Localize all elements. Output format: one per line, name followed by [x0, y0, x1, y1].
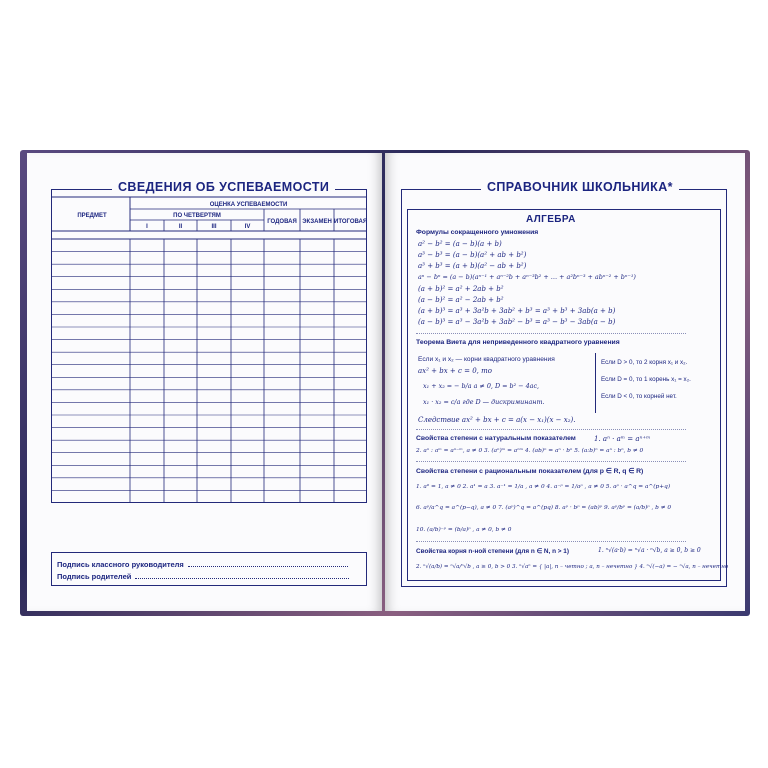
s1-line: a² − b² = (a − b)(a + b)	[418, 240, 502, 248]
s1-line: aⁿ − bⁿ = (a − b)(aⁿ⁻¹ + aⁿ⁻²b + aⁿ⁻³b² + … + a²bⁿ⁻³ + abⁿ⁻² + bⁿ⁻¹)	[418, 273, 636, 281]
header-annual: ГОДОВАЯ	[267, 219, 297, 225]
s2-left-line: Если x₁ и x₂ — корни квадратного уравнения	[418, 356, 555, 363]
s1-line: (a − b)² = a² − 2ab + b²	[418, 296, 504, 304]
s4-title: Свойства степени с рациональным показателем (для p ∈ R, q ∈ R)	[416, 468, 644, 475]
s1-line: a³ + b³ = (a + b)(a² − ab + b²)	[418, 262, 527, 270]
s4-line: 1. a⁰ = 1, a ≠ 0 2. a¹ = a 3. a⁻¹ = 1/a , a ≠ 0 4. a⁻ᵖ = 1/aᵖ , a ≠ 0 5. aᵖ · a^q = a^(p+q)	[416, 484, 671, 490]
algebra-title: АЛГЕБРА	[526, 214, 576, 225]
separator	[416, 541, 686, 542]
s2-right-line: Если D < 0, то корней нет.	[601, 393, 677, 400]
grades-title: СВЕДЕНИЯ ОБ УСПЕВАЕМОСТИ	[112, 180, 335, 194]
signature-parents	[57, 572, 349, 581]
header-subject: ПРЕДМЕТ	[77, 213, 107, 219]
separator	[416, 333, 686, 334]
left-page	[27, 153, 382, 611]
vieta-divider	[595, 353, 596, 413]
signature-teacher-label: Подпись классного руководителя	[57, 560, 184, 569]
s2-left-line: Следствие ax² + bx + c = a(x − x₁)(x − x₂).	[418, 416, 576, 424]
s2-left-line: x₁ · x₂ = c/a где D — дискриминант.	[423, 398, 545, 406]
s5-line: 2. ⁿ√(a/b) = ⁿ√a/ⁿ√b , a ≥ 0, b > 0 3. ⁿ√aⁿ = { |a|, n – четно ; a, n – нечетно } 4. ⁿ√(−a) = − ⁿ√a, n – нечетно	[416, 564, 729, 570]
right-page	[385, 153, 745, 611]
header-q1: I	[146, 224, 148, 230]
separator	[416, 429, 686, 430]
header-exam: ЭКЗАМЕН	[302, 219, 332, 225]
signature-teacher	[57, 560, 348, 569]
s1-line: (a + b)³ = a³ + 3a²b + 3ab² + b³ = a³ + b³ + 3ab(a + b)	[418, 307, 616, 315]
s1-title: Формулы сокращенного умножения	[416, 229, 539, 236]
reference-title: СПРАВОЧНИК ШКОЛЬНИКА*	[481, 180, 679, 194]
header-final: ИТОГОВАЯ	[334, 219, 368, 225]
s4-line: 6. aᵖ/a^q = a^(p−q), a ≠ 0 7. (aᵖ)^q = a^(pq) 8. aᵖ · bᵖ = (ab)ᵖ 9. aᵖ/bᵖ = (a/b)ᵖ , b ≠ 0	[416, 505, 672, 511]
header-grades: ОЦЕНКА УСПЕВАЕМОСТИ	[209, 202, 288, 208]
s3-line: 2. aⁿ : aᵐ = aⁿ⁻ᵐ, a ≠ 0 3. (aⁿ)ᵐ = aⁿᵐ 4. (ab)ⁿ = aⁿ · bⁿ 5. (a:b)ⁿ = aⁿ : bⁿ, b ≠ 0	[416, 448, 644, 454]
s1-line: (a + b)² = a² + 2ab + b²	[418, 285, 504, 293]
header-quarters: ПО ЧЕТВЕРТЯМ	[173, 213, 221, 219]
s3-title: Свойства степени с натуральным показателем	[416, 435, 576, 442]
header-q4: IV	[244, 224, 251, 230]
s1-line: (a − b)³ = a³ − 3a²b + 3ab² − b³ = a³ − b³ − 3ab(a − b)	[418, 318, 616, 326]
s2-title: Теорема Виета для неприведенного квадратного уравнения	[416, 339, 620, 346]
header-q2: II	[178, 224, 183, 230]
s2-left-line: ax² + bx + c = 0, то	[418, 367, 492, 375]
s2-right-line: Если D = 0, то 1 корень x₁ = x₂.	[601, 376, 691, 383]
s5-title: Свойства корня n-ной степени (для n ∈ N, n > 1)	[416, 548, 569, 555]
signature-parents-label: Подпись родителей	[57, 572, 132, 581]
s5-line: 1. ⁿ√(a·b) = ⁿ√a · ⁿ√b, a ≥ 0, b ≥ 0	[598, 547, 701, 554]
s2-left-line: x₁ + x₂ = − b/a a ≠ 0, D = b² − 4ac,	[423, 382, 540, 390]
header-q3: III	[211, 224, 217, 230]
s3-line: 1. aⁿ · aᵐ = aⁿ⁺ᵐ	[594, 435, 651, 443]
s2-right-line: Если D > 0, то 2 корня x₁ и x₂.	[601, 359, 688, 366]
separator	[416, 461, 686, 462]
s1-line: a³ − b³ = (a − b)(a² + ab + b²)	[418, 251, 527, 259]
s4-line: 10. (a/b)⁻ᵖ = (b/a)ᵖ , a ≠ 0, b ≠ 0	[416, 527, 512, 533]
